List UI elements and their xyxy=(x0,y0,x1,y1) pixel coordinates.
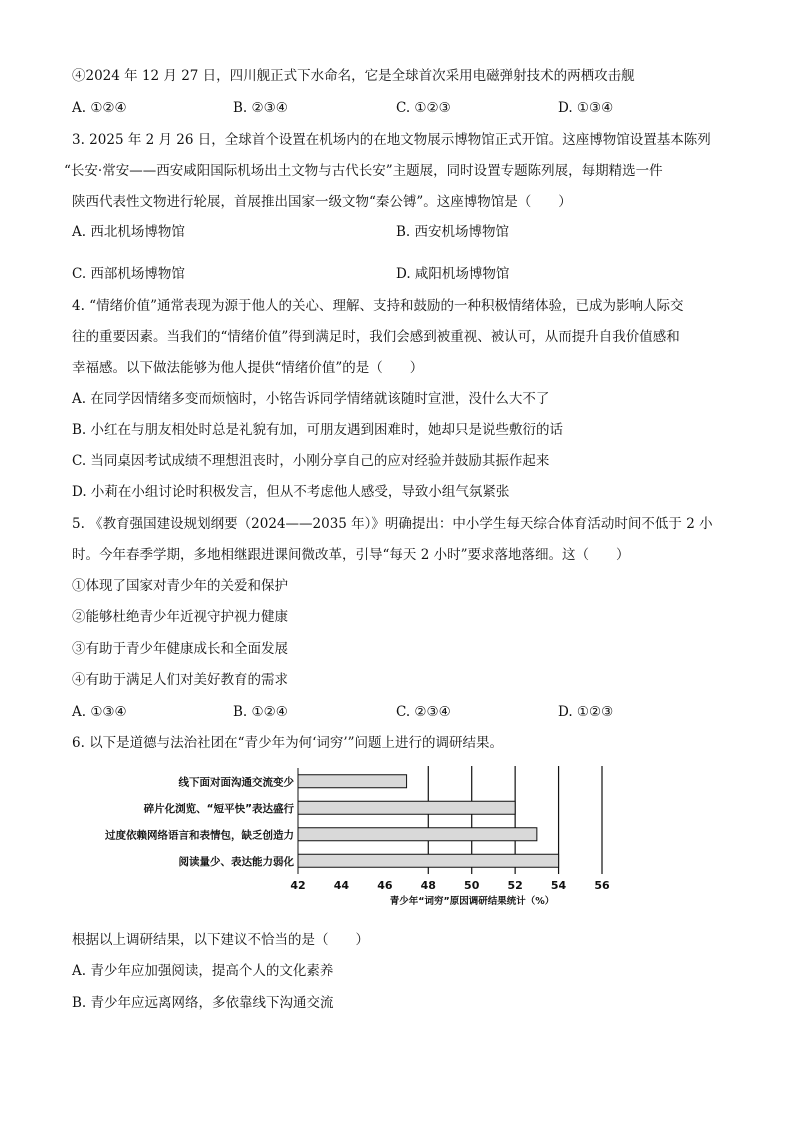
q5-option-c: C. ②③④ xyxy=(396,704,451,720)
q5-option-d: D. ①②③ xyxy=(558,704,614,720)
q3-option-b: B. 西安机场博物馆 xyxy=(396,224,510,240)
x-tick-label: 56 xyxy=(594,879,610,892)
q2-item-4: ④2024 年 12 月 27 日，四川舰正式下水命名，它是全球首次采用电磁弹射技术的两栖攻击舰 xyxy=(72,68,635,84)
x-tick-label: 42 xyxy=(290,879,306,892)
bar xyxy=(298,775,407,788)
q3-option-c: C. 西部机场博物馆 xyxy=(72,266,185,282)
q5-option-b: B. ①②④ xyxy=(233,704,288,720)
q3-stem-line-1: 3. 2025 年 2 月 26 日，全球首个设置在机场内的在地文物展示博物馆正式开馆。这座博物馆设置基本陈列 xyxy=(72,132,711,148)
q4-option-b: B. 小红在与朋友相处时总是礼貌有加，可朋友遇到困难时，她却只是说些敷衍的话 xyxy=(72,422,564,438)
q5-item-3: ③有助于青少年健康成长和全面发展 xyxy=(72,641,288,657)
survey-bar-chart xyxy=(72,760,632,910)
q3-option-a: A. 西北机场博物馆 xyxy=(72,224,185,240)
q2-option-c: C. ①②③ xyxy=(396,100,451,116)
q3-option-d: D. 咸阳机场博物馆 xyxy=(396,266,510,282)
category-label: 线下面对面沟通交流变少 xyxy=(178,776,294,789)
q4-option-c: C. 当同桌因考试成绩不理想沮丧时，小刚分享自己的应对经验并鼓励其振作起来 xyxy=(72,453,550,469)
q4-option-d: D. 小莉在小组讨论时积极发言，但从不考虑他人感受，导致小组气氛紧张 xyxy=(72,484,510,500)
bar xyxy=(298,854,559,867)
q4-stem-line-1: 4. “情绪价值”通常表现为源于他人的关心、理解、支持和鼓励的一种积极情绪体验，已成为影响人际交 xyxy=(72,298,684,314)
q5-item-4: ④有助于满足人们对美好教育的需求 xyxy=(72,672,288,688)
q5-item-2: ②能够杜绝青少年近视守护视力健康 xyxy=(72,609,288,625)
q5-option-a: A. ①③④ xyxy=(72,704,127,720)
q3-stem-line-3: 陕西代表性文物进行轮展，首展推出国家一级文物“秦公镈”。这座博物馆是（ ） xyxy=(72,194,572,210)
q5-item-1: ①体现了国家对青少年的关爱和保护 xyxy=(72,578,288,594)
category-label: 过度依赖网络语言和表情包，缺乏创造力 xyxy=(105,829,294,842)
q6-option-a: A. 青少年应加强阅读，提高个人的文化素养 xyxy=(72,963,334,979)
q2-option-d: D. ①③④ xyxy=(558,100,614,116)
x-tick-label: 48 xyxy=(420,879,436,892)
x-axis-label: 青少年“词穷”原因调研结果统计（%） xyxy=(389,896,555,907)
category-label: 碎片化浏览、“短平快”表达盛行 xyxy=(143,802,294,815)
bar xyxy=(298,801,515,814)
q4-stem-line-2: 往的重要因素。当我们的“情绪价值”得到满足时，我们会感到被重视、被认可，从而提升自我价值感和 xyxy=(72,329,680,345)
q6-question: 根据以上调研结果，以下建议不恰当的是（ ） xyxy=(72,932,369,948)
x-tick-label: 50 xyxy=(464,879,480,892)
q4-option-a: A. 在同学因情绪多变而烦恼时，小铭告诉同学情绪就该随时宣泄，没什么大不了 xyxy=(72,391,550,407)
x-tick-label: 52 xyxy=(507,879,523,892)
q2-option-b: B. ②③④ xyxy=(233,100,288,116)
x-tick-label: 44 xyxy=(333,879,350,892)
bar xyxy=(298,828,537,841)
q6-stem: 6. 以下是道德与法治社团在“青少年为何‘词穷’”问题上进行的调研结果。 xyxy=(72,735,504,751)
category-label: 阅读量少、表达能力弱化 xyxy=(178,855,294,868)
x-tick-label: 54 xyxy=(550,879,567,892)
q3-stem-line-2: “长安·常安——西安咸阳国际机场出土文物与古代长安”主题展，同时设置专题陈列展，每期精选一件 xyxy=(64,163,663,179)
q5-stem-line-2: 时。今年春季学期，多地相继跟进课间微改革，引导“每天 2 小时”要求落地落细。这（ ） xyxy=(72,547,630,563)
q4-stem-line-3: 幸福感。以下做法能够为他人提供“情绪价值”的是（ ） xyxy=(72,360,424,376)
x-tick-label: 46 xyxy=(377,879,393,892)
q2-option-a: A. ①②④ xyxy=(72,100,127,116)
q5-stem-line-1: 5. 《教育强国建设规划纲要（2024——2035 年）》明确提出：中小学生每天综合体育活动时间不低于 2 小 xyxy=(72,516,713,532)
q6-option-b: B. 青少年应远离网络，多依靠线下沟通交流 xyxy=(72,995,334,1011)
